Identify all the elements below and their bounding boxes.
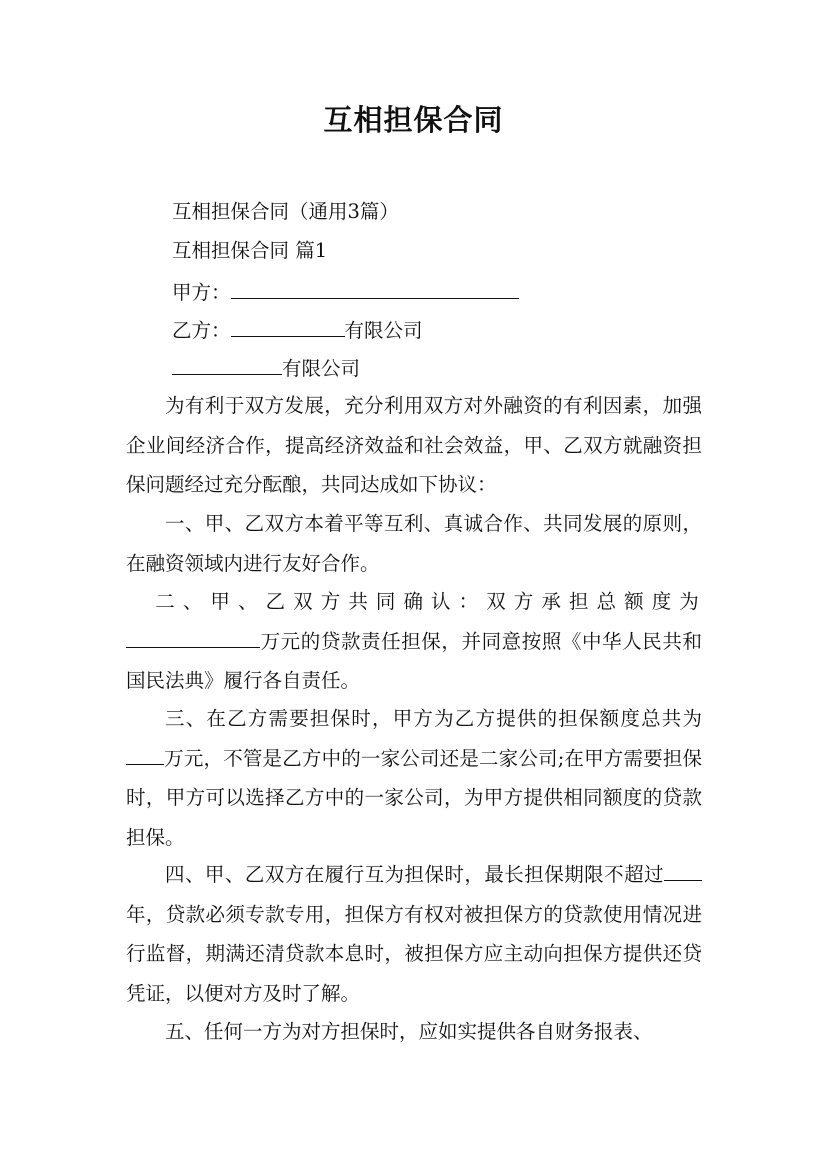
clause-2-amount-blank [126,627,260,648]
document-subtitle: 互相担保合同（通用3篇） [172,200,399,223]
party-b-blank [231,316,345,337]
clause-4-text-a: 四、甲、乙双方在履行互为担保时，最长担保期限不超过 [165,863,664,886]
party-b-label: 乙方： [172,319,231,342]
clause-2 [126,582,702,701]
party-a-label: 甲方： [172,281,231,304]
clause-3-text-b: 万元，不管是乙方中的一家公司还是二家公司;在甲方需要担保时，甲方可以选择乙方中的一家公司，为甲方提供相同额度的贷款担保。 [126,746,702,849]
party-b2-blank [172,354,282,375]
clause-2-text-a: 二、甲、乙双方共同确认：双方承担总额度为 [155,590,702,613]
clause-3-amount-blank [126,744,164,765]
clause-4 [126,855,702,1013]
party-b-line [172,316,423,344]
party-b-suffix: 有限公司 [344,319,423,342]
clause-5: 五、任何一方为对方担保时，应如实提供各自财务报表、 [165,1020,653,1043]
party-b2-line [172,354,360,382]
party-a-line [172,278,519,306]
intro-paragraph: 为有利于双方发展，充分利用双方对外融资的有利因素，加强企业间经济合作，提高经济效益和社会效益，甲、乙双方就融资担保问题经过充分酝酿，共同达成如下协议： [126,394,702,496]
clause-1: 一、甲、乙双方本着平等互利、真诚合作、共同发展的原则，在融资领域内进行友好合作。 [126,512,702,575]
party-b2-suffix: 有限公司 [282,357,361,380]
clause-4-years-blank [664,860,702,881]
clause-2-text-b: 万元的贷款责任担保，并同意按照《中华人民共和国民法典》履行各自责任。 [126,629,702,692]
party-a-blank [231,278,519,299]
clause-3 [126,699,702,857]
section-title: 互相担保合同 篇1 [172,239,328,262]
document-title: 互相担保合同 [323,103,504,137]
clause-4-text-b: 年，贷款必须专款专用，担保方有权对被担保方的贷款使用情况进行监督，期满还清贷款本息时，被担保方应主动向担保方提供还贷凭证，以便对方及时了解。 [126,902,702,1005]
clause-3-text-a: 三、在乙方需要担保时，甲方为乙方提供的担保额度总共为 [165,707,702,730]
